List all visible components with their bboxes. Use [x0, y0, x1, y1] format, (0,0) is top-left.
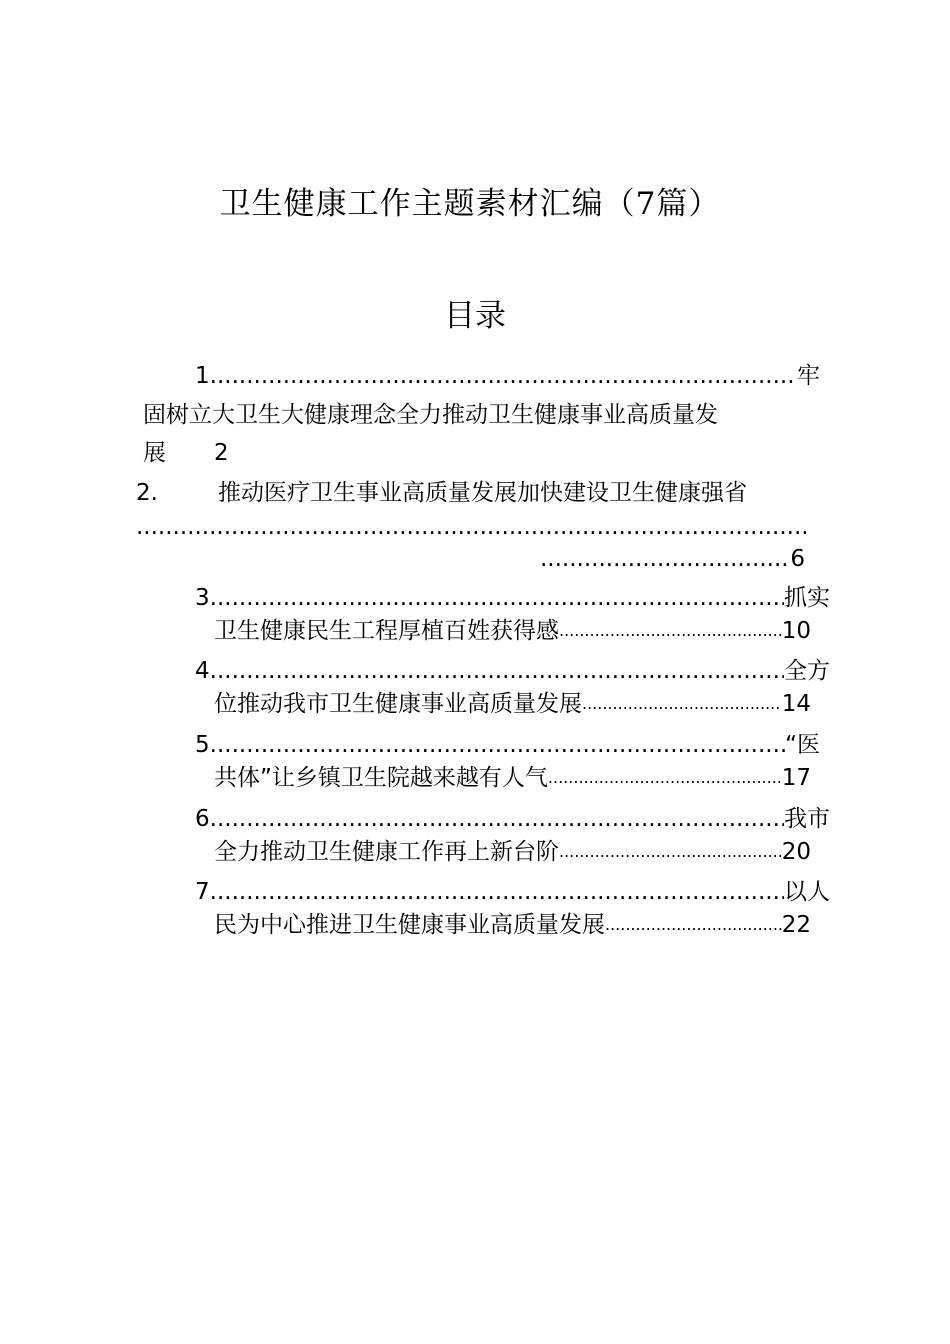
toc-entry-title-rest: 共体”让乡镇卫生院越来越有人气 — [214, 765, 548, 791]
toc-leader-dots — [210, 657, 784, 685]
toc-entry-5-continuation — [214, 764, 811, 792]
toc-entry-title-start: “医 — [785, 732, 820, 758]
toc-entry-title-start: 抓实 — [784, 585, 830, 611]
toc-entry-3-page[interactable]: 10 — [781, 618, 811, 644]
toc-leader-dots — [210, 878, 784, 906]
toc-entry-2-page-line — [540, 545, 805, 573]
toc-entry-7-continuation — [214, 911, 811, 939]
toc-entry-2-title[interactable]: 推动医疗卫生事业高质量发展加快建设卫生健康强省 — [218, 480, 747, 506]
toc-entry-title-start: 以人 — [784, 879, 830, 905]
toc-entry-1[interactable] — [195, 362, 820, 390]
toc-leader-dots — [540, 545, 790, 573]
toc-leader-dots — [605, 911, 782, 939]
toc-entry-title-rest: 卫生健康民生工程厚植百姓获得感 — [214, 618, 559, 644]
toc-leader-dots — [136, 513, 806, 541]
toc-entry-title-rest: 位推动我市卫生健康事业高质量发展 — [214, 691, 582, 717]
toc-entry-number: 6 — [195, 806, 210, 832]
toc-entry-7[interactable] — [195, 878, 830, 906]
toc-leader-dots — [210, 731, 785, 759]
toc-entry-1-title-end: 展 — [143, 440, 166, 466]
toc-entry-title-rest: 全力推动卫生健康工作再上新台阶 — [214, 839, 559, 865]
toc-entry-title-start: 牢 — [797, 363, 820, 389]
toc-entry-5[interactable] — [195, 731, 820, 759]
toc-entry-5-page[interactable]: 17 — [781, 765, 811, 791]
toc-entry-6-page[interactable]: 20 — [781, 839, 811, 865]
toc-leader-dots — [210, 362, 797, 390]
toc-entry-2-page[interactable]: 6 — [790, 546, 805, 572]
toc-entry-number: 3 — [195, 585, 210, 611]
toc-entry-1-page[interactable]: 2 — [214, 440, 229, 466]
toc-entry-2-leader-line — [136, 513, 806, 541]
toc-entry-7-page[interactable]: 22 — [781, 912, 811, 938]
document-title: 卫生健康工作主题素材汇编（7篇） — [219, 186, 721, 222]
toc-entry-3-continuation — [214, 617, 811, 645]
toc-entry-number: 7 — [195, 879, 210, 905]
toc-entry-title-start: 我市 — [784, 806, 830, 832]
toc-leader-dots — [559, 838, 782, 866]
toc-leader-dots — [210, 584, 784, 612]
toc-leader-dots — [582, 690, 782, 718]
toc-entry-4-continuation — [214, 690, 811, 718]
toc-leader-dots — [559, 617, 782, 645]
toc-entry-2-number: 2. — [136, 480, 158, 506]
toc-entry-3[interactable] — [195, 584, 830, 612]
toc-entry-number: 5 — [195, 732, 210, 758]
toc-leader-dots — [210, 805, 784, 833]
toc-entry-title-rest: 民为中心推进卫生健康事业高质量发展 — [214, 912, 605, 938]
toc-entry-6[interactable] — [195, 805, 830, 833]
toc-entry-number: 4 — [195, 658, 210, 684]
toc-leader-dots — [548, 764, 782, 792]
toc-entry-number: 1 — [195, 363, 210, 389]
toc-entry-6-continuation — [214, 838, 811, 866]
toc-entry-4-page[interactable]: 14 — [781, 691, 811, 717]
toc-heading: 目录 — [444, 298, 506, 334]
toc-entry-title-start: 全方 — [784, 658, 830, 684]
toc-entry-1-continuation: 固树立大卫生大健康理念全力推动卫生健康事业高质量发 — [143, 402, 718, 428]
toc-entry-4[interactable] — [195, 657, 830, 685]
